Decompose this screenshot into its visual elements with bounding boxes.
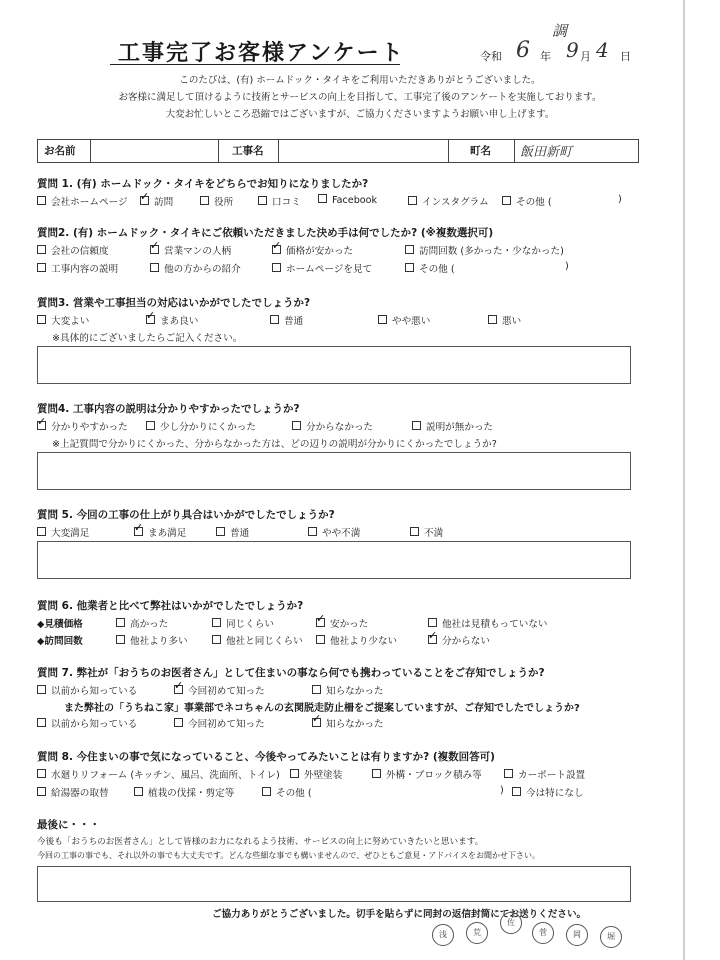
town-value: 飯田新町 — [520, 145, 573, 160]
checkbox[interactable] — [502, 196, 511, 205]
q2-option[interactable]: ホームページを見て — [272, 261, 372, 275]
q5-comment-box[interactable] — [37, 541, 631, 579]
q2-option[interactable]: 工事内容の説明 — [37, 261, 118, 275]
checkbox[interactable] — [37, 245, 46, 254]
q5-option[interactable]: やや不満 — [308, 525, 360, 539]
checkbox-checked[interactable] — [140, 196, 149, 205]
q5-option[interactable]: 普通 — [216, 525, 249, 539]
checkbox[interactable] — [37, 718, 46, 727]
q6-option[interactable]: 他社と同じくらい — [212, 633, 303, 647]
q1-option[interactable]: 役所 — [200, 194, 233, 208]
title-underline — [110, 64, 400, 65]
checkbox[interactable] — [312, 685, 321, 694]
info-sep — [90, 140, 91, 162]
q5-title: 質問 5. 今回の工事の仕上がり具合はいかがでしたでしょうか? — [37, 509, 335, 521]
checkbox[interactable] — [318, 194, 327, 203]
checkbox[interactable] — [405, 245, 414, 254]
q1-option[interactable]: インスタグラム — [408, 194, 489, 208]
q6-option[interactable]: 他社より多い — [116, 633, 188, 647]
q2-option[interactable]: 他の方からの紹介 — [150, 261, 241, 275]
info-sep — [278, 140, 279, 162]
q2-option[interactable]: ✓ 価格が安かった — [272, 243, 353, 257]
checkbox[interactable] — [428, 618, 437, 627]
q1-title: 質問 1. (有) ホームドック・タイキをどちらでお知りになりましたか? — [37, 178, 369, 190]
q8-option[interactable]: 水廻りリフォーム (キッチン、風呂、洗面所、トイレ) — [37, 767, 280, 781]
q5-option[interactable]: 大変満足 — [37, 525, 89, 539]
q8-option[interactable]: 植栽の伐採・剪定等 — [134, 785, 234, 799]
checkbox-checked[interactable] — [312, 718, 321, 727]
checkbox[interactable] — [216, 527, 225, 536]
checkbox[interactable] — [272, 263, 281, 272]
q7-title: 質問 7. 弊社が「おうちのお医者さん」として住まいの事なら何でも携わっていることをご存知でしょうか? — [37, 667, 545, 679]
info-sep — [448, 140, 449, 162]
checkbox[interactable] — [37, 685, 46, 694]
checkbox[interactable] — [292, 421, 301, 430]
q3-option[interactable]: やや悪い — [378, 313, 430, 327]
checkbox[interactable] — [290, 769, 299, 778]
checkbox[interactable] — [488, 315, 497, 324]
q6-title: 質問 6. 他業者と比べて弊社はいかがでしたでしょうか? — [37, 600, 304, 612]
checkbox-checked[interactable] — [150, 245, 159, 254]
date-day-unit: 日 — [620, 50, 631, 63]
q8-option[interactable]: その他 ( — [262, 785, 312, 799]
q4-option[interactable]: 分からなかった — [292, 419, 373, 433]
q4-option[interactable]: 説明が無かった — [412, 419, 493, 433]
work-label: 工事名 — [232, 145, 264, 157]
checkbox[interactable] — [116, 618, 125, 627]
checkbox[interactable] — [174, 718, 183, 727]
checkbox[interactable] — [405, 263, 414, 272]
date-month-unit: 月 — [580, 50, 591, 63]
q3-title: 質問3. 営業や工事担当の対応はいかがでしたでしょうか? — [37, 297, 311, 309]
town-label: 町名 — [470, 145, 491, 157]
closing-heading: 最後に・・・ — [37, 819, 100, 831]
q6-row1-label: ◆見積価格 — [37, 619, 83, 630]
checkbox[interactable] — [378, 315, 387, 324]
intro-line-2: お客様に満足して頂けるように技術とサービスの向上を目指して、工事完了後のアンケートを実施しております。 — [118, 92, 602, 103]
inkan-stamp: 佐 — [500, 912, 522, 934]
checkbox[interactable] — [410, 527, 419, 536]
checkbox-checked[interactable] — [272, 245, 281, 254]
q1-option[interactable]: その他 ( — [502, 194, 552, 208]
q7-sub-question: また弊社の「うちねこ家」事業部でネコちゃんの玄関脱走防止柵をご提案していますが、ご存知でしたでしょうか? — [64, 703, 580, 714]
q1-option[interactable]: Facebook — [318, 194, 377, 206]
q8-option[interactable]: カーポート設置 — [504, 767, 585, 781]
checkbox[interactable] — [37, 196, 46, 205]
q6-option[interactable]: ✓ 安かった — [316, 616, 368, 630]
checkbox[interactable] — [408, 196, 417, 205]
q3-option[interactable]: 普通 — [270, 313, 303, 327]
q3-option[interactable]: 大変よい — [37, 313, 89, 327]
scan-edge — [683, 0, 685, 960]
q3-option[interactable]: ✓ まあ良い — [146, 313, 198, 327]
intro-line-3: 大変お忙しいところ恐縮ではございますが、ご協力くださいますようお願い申し上げます。 — [165, 109, 555, 120]
checkbox[interactable] — [116, 635, 125, 644]
info-sep — [218, 140, 219, 162]
q2-option[interactable]: その他 ( — [405, 261, 455, 275]
checkbox-checked[interactable] — [316, 618, 325, 627]
name-label: お名前 — [44, 145, 76, 157]
q6-option[interactable]: 高かった — [116, 616, 168, 630]
checkbox[interactable] — [134, 787, 143, 796]
info-sep — [514, 140, 515, 162]
q5-option[interactable]: 不満 — [410, 525, 443, 539]
checkbox[interactable] — [37, 769, 46, 778]
q6-option[interactable]: ✓ 分からない — [428, 633, 490, 647]
inkan-stamp: 堀 — [600, 926, 622, 948]
checkbox[interactable] — [212, 618, 221, 627]
closing-line-2: 今回の工事の事でも、それ以外の事でも大丈夫です。どんな些細な事でも構いませんので、ぜひともご意見・アドバイスをお聞かせ下さい。 — [37, 851, 540, 860]
checkbox[interactable] — [37, 263, 46, 272]
q6-option[interactable]: 同じくらい — [212, 616, 274, 630]
q8-title: 質問 8. 今住まいの事で気になっていること、今後やってみたいことは有りますか? (複数回答可) — [37, 751, 495, 763]
checkbox-checked[interactable] — [428, 635, 437, 644]
checkbox-checked[interactable] — [134, 527, 143, 536]
checkbox[interactable] — [308, 527, 317, 536]
q4-note: ※上記質問で分かりにくかった、分からなかった方は、どの辺りの説明が分かりにくかったでしょうか? — [52, 439, 497, 450]
checkbox[interactable] — [372, 769, 381, 778]
info-box — [37, 139, 639, 163]
checkbox[interactable] — [512, 787, 521, 796]
checkbox[interactable] — [146, 421, 155, 430]
intro-line-1: このたびは、(有) ホームドック・タイキをご利用いただきありがとうございました。 — [179, 75, 541, 86]
q8-close: ) — [500, 785, 504, 796]
q4-option[interactable]: ✓分かりやすかった — [37, 419, 128, 433]
checkbox-checked[interactable] — [174, 685, 183, 694]
inkan-stamp: 浅 — [432, 924, 454, 946]
checkbox[interactable] — [270, 315, 279, 324]
era-label: 令和 — [480, 50, 502, 63]
checkbox[interactable] — [504, 769, 513, 778]
date-hand-note: 調 — [552, 22, 568, 40]
q6-option[interactable]: 他社より少ない — [316, 633, 397, 647]
q2-title: 質問2. (有) ホームドック・タイキにご依頼いただきました決め手は何でしたか? (※複数選択可) — [37, 227, 494, 239]
q7-option[interactable]: ✓ 今回初めて知った — [174, 683, 265, 697]
q4-title: 質問4. 工事内容の説明は分かりやすかったでしょうか? — [37, 403, 300, 415]
date-month: 9 — [566, 38, 579, 62]
checkbox-checked[interactable] — [146, 315, 155, 324]
q8-option[interactable]: 今は特になし — [512, 785, 584, 799]
q2-option[interactable]: 訪問回数 (多かった・少なかった) — [405, 243, 564, 257]
checkbox[interactable] — [150, 263, 159, 272]
date-year-unit: 年 — [540, 50, 551, 63]
closing-line-1: 今後も「おうちのお医者さん」として皆様のお力になれるよう技術、サービスの向上に努めていきたいと思います。 — [37, 837, 484, 847]
checkbox-checked[interactable] — [37, 421, 46, 430]
checkbox[interactable] — [212, 635, 221, 644]
q7-sub-option[interactable]: 以前から知っている — [37, 716, 137, 730]
inkan-stamp: 菅 — [532, 922, 554, 944]
q7-sub-option[interactable]: 今回初めて知った — [174, 716, 265, 730]
q3-note: ※具体的にございましたらご記入ください。 — [52, 333, 243, 344]
checkbox[interactable] — [316, 635, 325, 644]
checkbox[interactable] — [37, 315, 46, 324]
q4-comment-box[interactable] — [37, 452, 631, 490]
q3-option[interactable]: 悪い — [488, 313, 521, 327]
q3-comment-box[interactable] — [37, 346, 631, 384]
q7-option[interactable]: 以前から知っている — [37, 683, 137, 697]
q2-option[interactable]: 会社の信頼度 — [37, 243, 109, 257]
q8-option[interactable]: 外構・ブロック積み等 — [372, 767, 482, 781]
q6-row2-label: ◆訪問回数 — [37, 636, 83, 647]
q1-option[interactable]: 口コミ — [258, 194, 301, 208]
inkan-stamp: 荒 — [466, 922, 488, 944]
q5-option[interactable]: ✓ まあ満足 — [134, 525, 186, 539]
checkbox[interactable] — [200, 196, 209, 205]
checkbox[interactable] — [37, 527, 46, 536]
q6-option[interactable]: 他社は見積もっていない — [428, 616, 548, 630]
q2-option[interactable]: ✓ 営業マンの人柄 — [150, 243, 231, 257]
q1-option[interactable]: 会社ホームページ — [37, 194, 128, 208]
q7-option[interactable]: 知らなかった — [312, 683, 384, 697]
q8-option[interactable]: 給湯器の取替 — [37, 785, 109, 799]
closing-thanks: ご協力ありがとうございました。切手を貼らずに同封の返信封筒にてお送りください。 — [212, 909, 587, 920]
q1-close: ) — [618, 194, 622, 205]
closing-comment-box[interactable] — [37, 866, 631, 902]
q7-sub-option[interactable]: ✓ 知らなかった — [312, 716, 384, 730]
q8-option[interactable]: 外壁塗装 — [290, 767, 342, 781]
q4-option[interactable]: 少し分かりにくかった — [146, 419, 256, 433]
checkbox[interactable] — [258, 196, 267, 205]
page-title: 工事完了お客様アンケート — [118, 41, 405, 66]
date-day: 4 — [596, 38, 609, 62]
q1-option[interactable]: ✓ 訪問 — [140, 194, 173, 208]
q2-close: ) — [565, 261, 569, 272]
inkan-stamp: 岡 — [566, 924, 588, 946]
checkbox[interactable] — [412, 421, 421, 430]
checkbox[interactable] — [262, 787, 271, 796]
checkbox[interactable] — [37, 787, 46, 796]
date-year: 6 — [516, 38, 530, 63]
